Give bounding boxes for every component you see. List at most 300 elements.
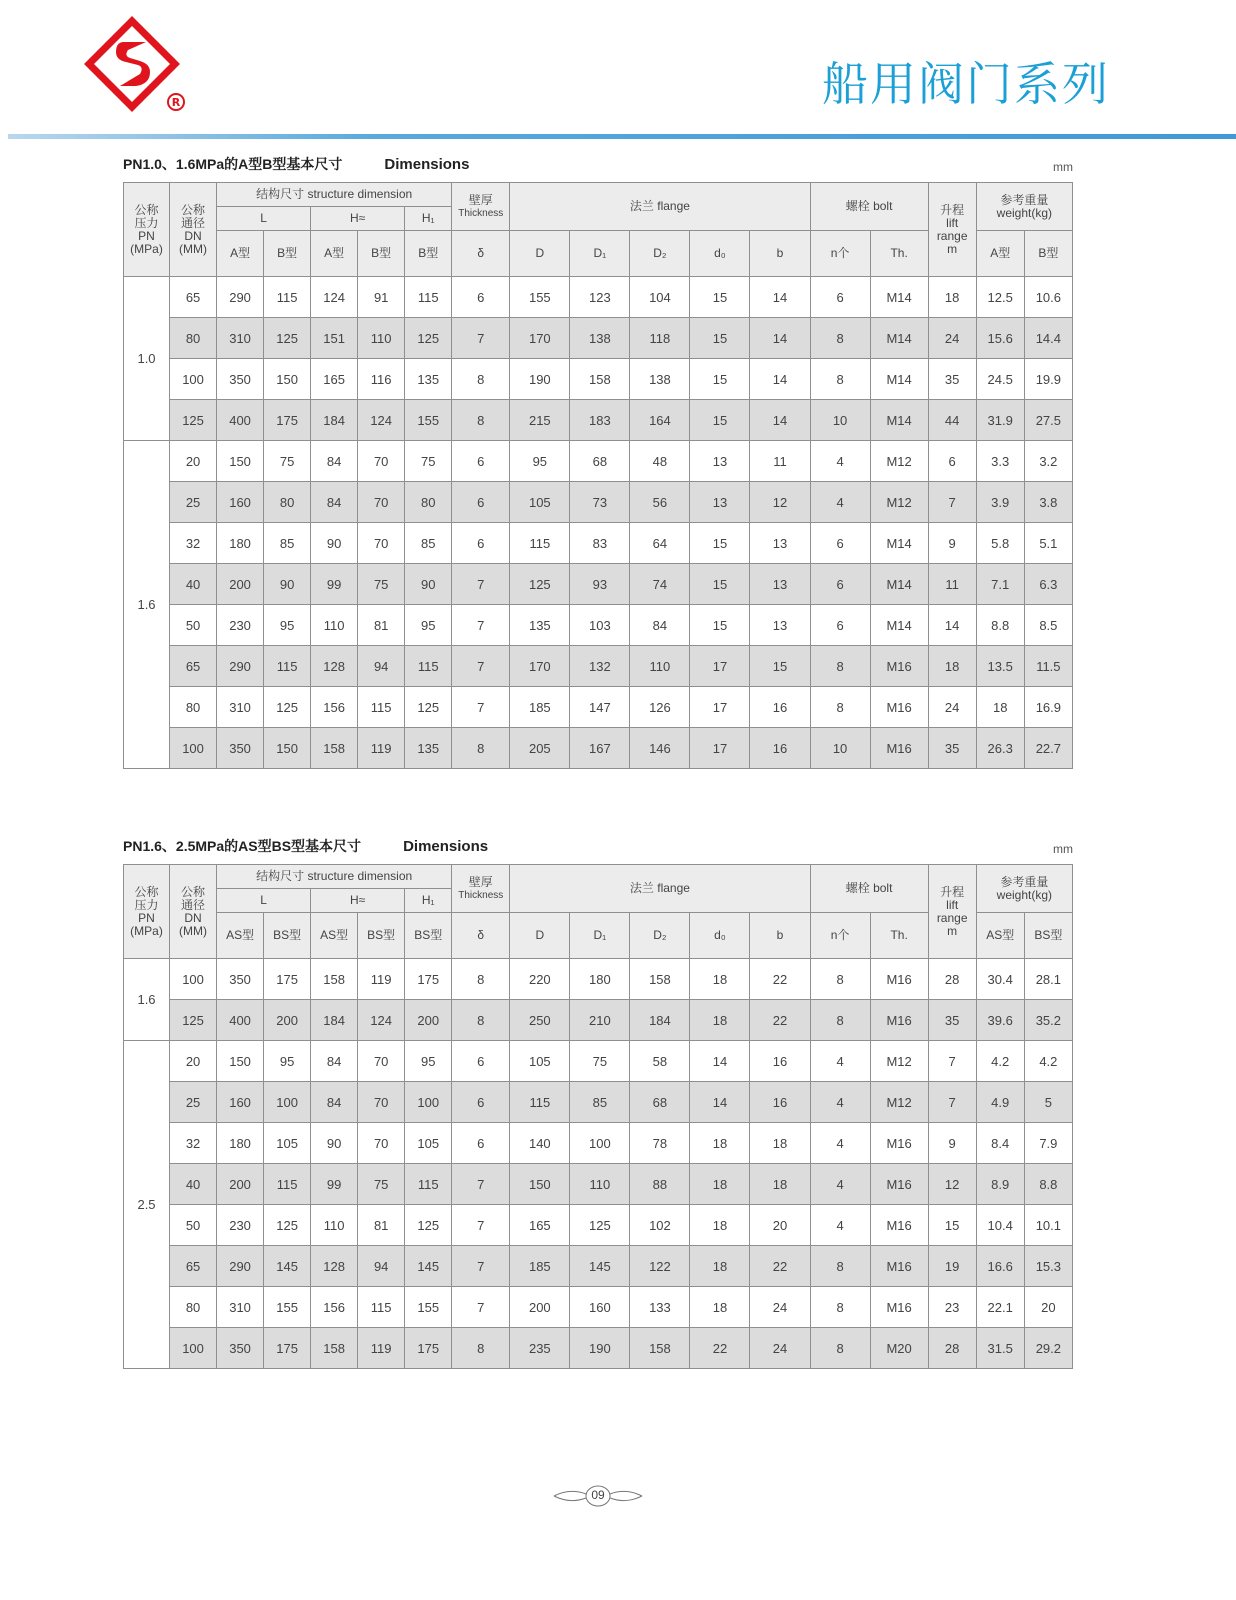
table-cell: 90 <box>264 564 311 605</box>
table-row <box>124 1287 1073 1328</box>
table-cell: 8 <box>810 687 870 728</box>
section-title-cn: PN1.6、2.5MPa的AS型BS型基本尺寸 <box>123 838 362 854</box>
table-cell: 3.8 <box>1024 482 1072 523</box>
section-title <box>123 154 469 174</box>
lift-header-line: lift <box>946 215 959 230</box>
table-cell: 6.3 <box>1024 564 1072 605</box>
table-cell: 185 <box>510 687 570 728</box>
table-cell: 125 <box>170 400 217 441</box>
table-cell: 125 <box>510 564 570 605</box>
table-cell: 75 <box>264 441 311 482</box>
lift-header-line: 升程 <box>940 884 965 899</box>
table-row <box>124 1328 1073 1369</box>
table-cell: 4 <box>810 482 870 523</box>
table-cell: 9 <box>928 523 976 564</box>
table-cell: 13 <box>750 523 810 564</box>
table-row <box>124 1164 1073 1205</box>
table-cell: 158 <box>311 959 358 1000</box>
table-row <box>124 318 1073 359</box>
lift-header <box>928 865 976 959</box>
table-cell: 10 <box>810 400 870 441</box>
sub-header: D₂ <box>630 913 690 959</box>
table-cell: 7 <box>452 646 510 687</box>
table-cell: 78 <box>630 1123 690 1164</box>
table-cell: 17 <box>690 687 750 728</box>
table-cell: 7 <box>452 687 510 728</box>
table-cell: M16 <box>870 1000 928 1041</box>
table-cell: 4.9 <box>976 1082 1024 1123</box>
thickness-cn: 壁厚 <box>468 874 493 889</box>
table-cell: 138 <box>630 359 690 400</box>
table-cell: 18 <box>690 1287 750 1328</box>
table-cell: 105 <box>405 1123 452 1164</box>
pn-header-line: 公称 <box>134 884 159 899</box>
table-cell: 200 <box>510 1287 570 1328</box>
table-cell: 220 <box>510 959 570 1000</box>
table-cell: 8 <box>810 1328 870 1369</box>
table-row <box>124 1205 1073 1246</box>
table-cell: 150 <box>264 359 311 400</box>
table-cell: 170 <box>510 646 570 687</box>
table-cell: 183 <box>570 400 630 441</box>
sub-header: BS型 <box>1024 913 1072 959</box>
table-cell: 17 <box>690 728 750 769</box>
table-cell: 205 <box>510 728 570 769</box>
thickness-header <box>452 183 510 231</box>
lift-header <box>928 183 976 277</box>
table-cell: 100 <box>170 728 217 769</box>
dimensions-table-a-b <box>123 182 1073 769</box>
table-cell: 125 <box>570 1205 630 1246</box>
sub-header: A型 <box>976 231 1024 277</box>
table-cell: 105 <box>510 482 570 523</box>
table-cell: 145 <box>405 1246 452 1287</box>
table-cell: 145 <box>264 1246 311 1287</box>
table-cell: 175 <box>264 1328 311 1369</box>
table-cell: 75 <box>405 441 452 482</box>
table-cell: 115 <box>358 687 405 728</box>
table-cell: 95 <box>510 441 570 482</box>
table-cell: 6 <box>452 523 510 564</box>
sub-header: Th. <box>870 231 928 277</box>
table-cell: 290 <box>217 646 264 687</box>
weight-header-line: weight(kg) <box>996 205 1053 220</box>
table-cell: 184 <box>630 1000 690 1041</box>
table-cell: 156 <box>311 687 358 728</box>
table-cell: 11.5 <box>1024 646 1072 687</box>
table-cell: 138 <box>570 318 630 359</box>
table-cell: 235 <box>510 1328 570 1369</box>
table-cell: 50 <box>170 605 217 646</box>
table-cell: M16 <box>870 646 928 687</box>
table-cell: 84 <box>630 605 690 646</box>
table-cell: 35 <box>928 359 976 400</box>
svg-text:R: R <box>171 96 181 109</box>
table-cell: 155 <box>405 1287 452 1328</box>
table-cell: 6 <box>810 523 870 564</box>
table-cell: 110 <box>630 646 690 687</box>
table-cell: 6 <box>928 441 976 482</box>
table-cell: 50 <box>170 1205 217 1246</box>
table-cell: 81 <box>358 1205 405 1246</box>
table-cell: 90 <box>311 523 358 564</box>
table-cell: 103 <box>570 605 630 646</box>
table-cell: 200 <box>405 1000 452 1041</box>
table-cell: 15 <box>928 1205 976 1246</box>
table-cell: 4 <box>810 1123 870 1164</box>
dn-header <box>170 183 217 277</box>
table-cell: 24 <box>750 1287 810 1328</box>
table-cell: 16 <box>750 1041 810 1082</box>
table-cell: 74 <box>630 564 690 605</box>
table-cell: 150 <box>510 1164 570 1205</box>
thickness-en: Thickness <box>458 889 504 901</box>
table-cell: 20 <box>170 1041 217 1082</box>
delta-header: δ <box>452 913 510 959</box>
dn-header-line: (MM) <box>179 241 208 256</box>
table-cell: 15 <box>690 277 750 318</box>
sub-header: n个 <box>810 913 870 959</box>
table-cell: 28 <box>928 1328 976 1369</box>
table-cell: M14 <box>870 564 928 605</box>
table-cell: 30.4 <box>976 959 1024 1000</box>
table-cell: 10.4 <box>976 1205 1024 1246</box>
table-cell: 84 <box>311 441 358 482</box>
table-cell: 85 <box>264 523 311 564</box>
table-cell: 24 <box>928 687 976 728</box>
table-row <box>124 400 1073 441</box>
table-cell: 84 <box>311 482 358 523</box>
table-cell: 25 <box>170 482 217 523</box>
table-cell: 310 <box>217 318 264 359</box>
thickness-en: Thickness <box>458 207 504 219</box>
table-cell: 215 <box>510 400 570 441</box>
table-cell: 190 <box>570 1328 630 1369</box>
table-row <box>124 605 1073 646</box>
table-cell: 95 <box>405 1041 452 1082</box>
bolt-header: 螺栓 bolt <box>810 183 928 231</box>
table-cell: 128 <box>311 1246 358 1287</box>
sub-header: b <box>750 913 810 959</box>
table-cell: 8 <box>810 959 870 1000</box>
table-cell: 175 <box>264 959 311 1000</box>
table-cell: 6 <box>452 277 510 318</box>
table-cell: 158 <box>570 359 630 400</box>
table-cell: 6 <box>452 441 510 482</box>
dimensions-table-as-bs <box>123 864 1073 1369</box>
table-cell: M14 <box>870 318 928 359</box>
table-cell: 7 <box>452 1287 510 1328</box>
table-cell: 10.1 <box>1024 1205 1072 1246</box>
table-cell: 150 <box>217 441 264 482</box>
table-cell: 180 <box>217 523 264 564</box>
table-cell: 165 <box>311 359 358 400</box>
sub-header: A型 <box>311 231 358 277</box>
table-cell: 7.9 <box>1024 1123 1072 1164</box>
table-row <box>124 959 1073 1000</box>
dn-header-line: 通径 <box>181 897 206 912</box>
l-header: L <box>217 207 311 231</box>
table-cell: 115 <box>405 646 452 687</box>
sub-header: B型 <box>264 231 311 277</box>
table-cell: 8 <box>810 646 870 687</box>
table-cell: 16.6 <box>976 1246 1024 1287</box>
table-cell: 15 <box>690 605 750 646</box>
table-cell: 24 <box>928 318 976 359</box>
table-cell: 350 <box>217 359 264 400</box>
table-cell: 18 <box>928 646 976 687</box>
pn-header-line: 压力 <box>134 897 159 912</box>
table-cell: 24 <box>750 1328 810 1369</box>
table-row <box>124 1082 1073 1123</box>
table-cell: 95 <box>405 605 452 646</box>
table-cell: 8.4 <box>976 1123 1024 1164</box>
table-cell: 11 <box>750 441 810 482</box>
table-cell: 125 <box>405 318 452 359</box>
table-cell: 230 <box>217 1205 264 1246</box>
sub-header: D₁ <box>570 913 630 959</box>
table-cell: 4 <box>810 1041 870 1082</box>
table-cell: 35 <box>928 728 976 769</box>
table-cell: M16 <box>870 1123 928 1164</box>
table-row <box>124 1246 1073 1287</box>
table-cell: 17 <box>690 646 750 687</box>
pn-header-line: 压力 <box>134 215 159 230</box>
table-cell: 16 <box>750 728 810 769</box>
table-cell: 210 <box>570 1000 630 1041</box>
table-cell: 6 <box>810 277 870 318</box>
table-cell: 22.1 <box>976 1287 1024 1328</box>
table-row <box>124 1123 1073 1164</box>
table-cell: 8 <box>810 1000 870 1041</box>
pn-cell: 1.0 <box>124 277 170 441</box>
h1-header: H₁ <box>405 207 452 231</box>
table-row <box>124 687 1073 728</box>
pn-cell: 2.5 <box>124 1041 170 1369</box>
table-cell: 75 <box>570 1041 630 1082</box>
table-cell: 170 <box>510 318 570 359</box>
table-row <box>124 482 1073 523</box>
table-cell: 110 <box>311 605 358 646</box>
table-cell: 6 <box>810 564 870 605</box>
table-cell: 15 <box>690 359 750 400</box>
table-cell: 95 <box>264 1041 311 1082</box>
table-cell: 4.2 <box>976 1041 1024 1082</box>
table-cell: 65 <box>170 646 217 687</box>
table-cell: 115 <box>510 523 570 564</box>
table-cell: 93 <box>570 564 630 605</box>
table-cell: 25 <box>170 1082 217 1123</box>
table-cell: 5.1 <box>1024 523 1072 564</box>
table-cell: 26.3 <box>976 728 1024 769</box>
table-cell: 158 <box>311 1328 358 1369</box>
table-cell: 350 <box>217 1328 264 1369</box>
lift-header-line: range <box>936 228 968 243</box>
pn-header-line: PN <box>138 910 155 925</box>
table-cell: 31.5 <box>976 1328 1024 1369</box>
table-cell: 12.5 <box>976 277 1024 318</box>
table-cell: 8 <box>452 1328 510 1369</box>
table-cell: 119 <box>358 959 405 1000</box>
table-cell: 132 <box>570 646 630 687</box>
table-cell: 18 <box>690 1246 750 1287</box>
table-cell: 7 <box>452 564 510 605</box>
table-cell: 44 <box>928 400 976 441</box>
table-cell: 70 <box>358 1041 405 1082</box>
table-cell: 250 <box>510 1000 570 1041</box>
table-cell: 19 <box>928 1246 976 1287</box>
table-cell: 8 <box>452 1000 510 1041</box>
table-row <box>124 523 1073 564</box>
table-cell: 32 <box>170 523 217 564</box>
table-cell: 124 <box>358 400 405 441</box>
table-cell: 8.5 <box>1024 605 1072 646</box>
table-cell: 110 <box>358 318 405 359</box>
table-cell: 100 <box>264 1082 311 1123</box>
table-cell: 165 <box>510 1205 570 1246</box>
table-cell: 8.8 <box>976 605 1024 646</box>
sub-header: d₀ <box>690 913 750 959</box>
table-cell: 18 <box>976 687 1024 728</box>
table-cell: 160 <box>217 1082 264 1123</box>
l-header: L <box>217 889 311 913</box>
table-cell: 7 <box>928 1082 976 1123</box>
weight-header-line: weight(kg) <box>996 887 1053 902</box>
table-cell: 6 <box>452 482 510 523</box>
table-cell: 85 <box>570 1082 630 1123</box>
table-cell: 150 <box>217 1041 264 1082</box>
table-cell: 167 <box>570 728 630 769</box>
table-cell: 65 <box>170 277 217 318</box>
dn-header-line: DN <box>184 228 202 243</box>
table-cell: 9 <box>928 1123 976 1164</box>
table-cell: 3.9 <box>976 482 1024 523</box>
table-cell: 8.9 <box>976 1164 1024 1205</box>
pn-header-line: (MPa) <box>130 241 163 256</box>
table-cell: 8 <box>810 359 870 400</box>
table-cell: 128 <box>311 646 358 687</box>
table-cell: 84 <box>311 1082 358 1123</box>
table-cell: 27.5 <box>1024 400 1072 441</box>
table-cell: 400 <box>217 1000 264 1041</box>
table-cell: 84 <box>311 1041 358 1082</box>
table-cell: 90 <box>405 564 452 605</box>
header-divider <box>8 134 1236 139</box>
table-cell: 99 <box>311 564 358 605</box>
table-cell: 7 <box>452 605 510 646</box>
table-cell: 40 <box>170 1164 217 1205</box>
table-cell: 3.2 <box>1024 441 1072 482</box>
table-cell: 175 <box>264 400 311 441</box>
delta-header: δ <box>452 231 510 277</box>
table-cell: 16 <box>750 687 810 728</box>
table-cell: 105 <box>510 1041 570 1082</box>
table-cell: 94 <box>358 646 405 687</box>
table-cell: 48 <box>630 441 690 482</box>
table-cell: 12 <box>750 482 810 523</box>
table-cell: 20 <box>750 1205 810 1246</box>
table-cell: 164 <box>630 400 690 441</box>
table-cell: 122 <box>630 1246 690 1287</box>
dn-header-line: 通径 <box>181 215 206 230</box>
table-cell: 310 <box>217 687 264 728</box>
table-cell: 70 <box>358 523 405 564</box>
table-row <box>124 441 1073 482</box>
table-cell: 80 <box>170 1287 217 1328</box>
section-title-en: Dimensions <box>403 838 489 855</box>
weight-header <box>976 865 1072 913</box>
table-cell: 350 <box>217 959 264 1000</box>
table-cell: 28.1 <box>1024 959 1072 1000</box>
table-cell: 14 <box>750 359 810 400</box>
structure-header: 结构尺寸 structure dimension <box>217 865 452 889</box>
weight-header-line: 参考重量 <box>1000 874 1049 889</box>
lift-header-line: range <box>936 910 968 925</box>
table-cell: 16.9 <box>1024 687 1072 728</box>
table-cell: 8.8 <box>1024 1164 1072 1205</box>
section-title-cn: PN1.0、1.6MPa的A型B型基本尺寸 <box>123 156 343 172</box>
table-cell: 11 <box>928 564 976 605</box>
sub-header: BS型 <box>405 913 452 959</box>
pn-header-line: 公称 <box>134 202 159 217</box>
table-cell: 19.9 <box>1024 359 1072 400</box>
table-cell: M14 <box>870 277 928 318</box>
table-cell: 6 <box>810 605 870 646</box>
table-cell: M20 <box>870 1328 928 1369</box>
table-cell: 7 <box>452 1246 510 1287</box>
table-cell: 20 <box>170 441 217 482</box>
h1-header: H₁ <box>405 889 452 913</box>
table-cell: 8 <box>810 1287 870 1328</box>
dn-header-line: 公称 <box>181 202 206 217</box>
table-cell: M14 <box>870 359 928 400</box>
pn-header <box>124 183 170 277</box>
table-cell: 350 <box>217 728 264 769</box>
table-cell: 7 <box>928 1041 976 1082</box>
table-cell: 14 <box>750 318 810 359</box>
table-cell: 155 <box>405 400 452 441</box>
table-cell: 160 <box>570 1287 630 1328</box>
sub-header: D₁ <box>570 231 630 277</box>
table-cell: 126 <box>630 687 690 728</box>
table-row <box>124 646 1073 687</box>
table-cell: 15 <box>750 646 810 687</box>
table-cell: 15 <box>690 400 750 441</box>
table-cell: 200 <box>217 1164 264 1205</box>
sub-header: n个 <box>810 231 870 277</box>
table-cell: 14 <box>928 605 976 646</box>
table-cell: 6 <box>452 1082 510 1123</box>
table-cell: 4 <box>810 441 870 482</box>
unit-label: mm <box>1053 160 1073 174</box>
sub-header: b <box>750 231 810 277</box>
table-cell: 75 <box>358 1164 405 1205</box>
pn-header-line: (MPa) <box>130 923 163 938</box>
table-cell: 155 <box>510 277 570 318</box>
pn-cell: 1.6 <box>124 441 170 769</box>
table-cell: 64 <box>630 523 690 564</box>
table-cell: 18 <box>690 959 750 1000</box>
table-cell: 18 <box>690 1205 750 1246</box>
pn-cell: 1.6 <box>124 959 170 1041</box>
sub-header: B型 <box>358 231 405 277</box>
table-cell: 13 <box>690 482 750 523</box>
table-cell: 8 <box>810 1246 870 1287</box>
table-cell: 8 <box>452 400 510 441</box>
table-cell: 12 <box>928 1164 976 1205</box>
table-cell: 115 <box>405 1164 452 1205</box>
table-cell: 22 <box>690 1328 750 1369</box>
